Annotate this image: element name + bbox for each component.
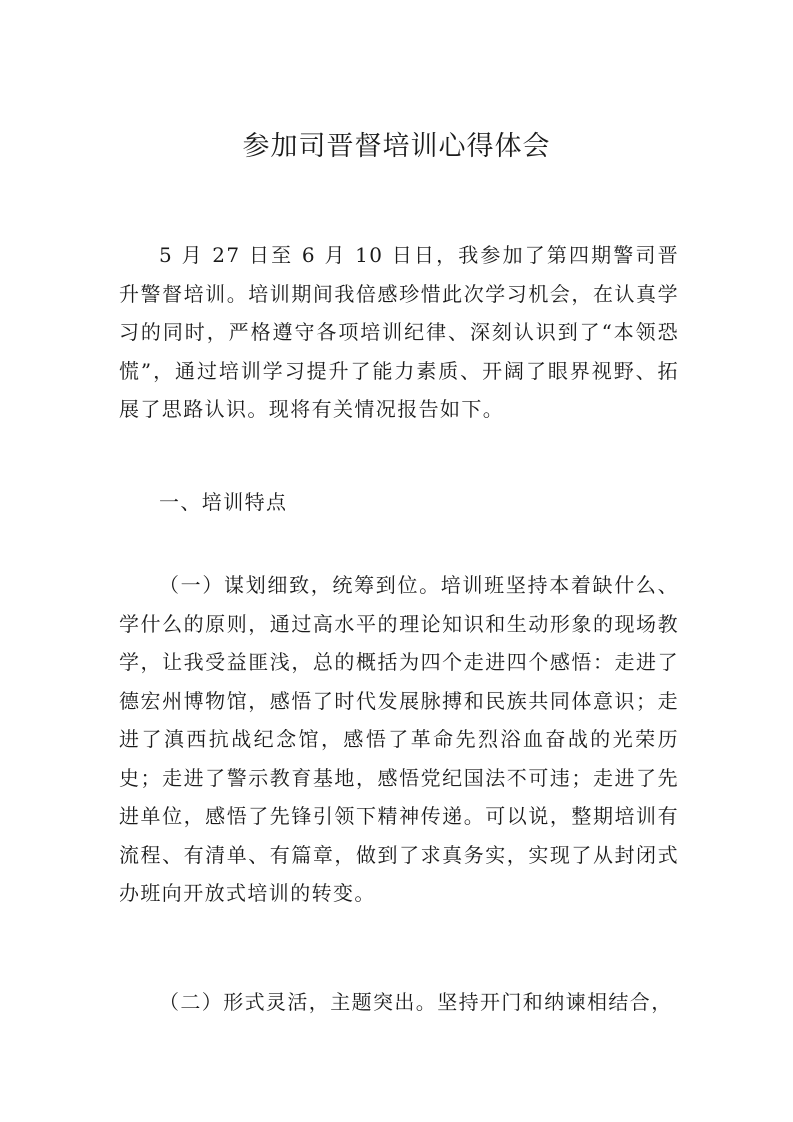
body-paragraph-1: （一）谋划细致，统筹到位。培训班坚持本着缺什么、学什么的原则，通过高水平的理论知识和生动形象的现场教学，让我受益匪浅，总的概括为四个走进四个感悟：走进了德宏州博物馆，感悟了时代发展脉搏和民族共同体意识；走进了滇西抗战纪念馆，感悟了革命先烈浴血奋战的光荣历史；走进了警示教育基地，感悟党纪国法不可违；走进了先进单位，感悟了先锋引领下精神传递。可以说，整期培训有流程、有清单、有篇章，做到了求真务实，实现了从封闭式办班向开放式培训的转变。 [119, 573, 679, 905]
body-paragraph-2: （二）形式灵活，主题突出。坚持开门和纳谏相结合， [159, 990, 673, 1014]
section-heading: 一、培训特点 [159, 490, 288, 514]
document-title: 参加司晋督培训心得体会 [242, 131, 551, 162]
intro-paragraph: 5 月 27 日至 6 月 10 日日，我参加了第四期警司晋升警督培训。培训期间我倍感珍惜此次学习机会，在认真学习的同时，严格遵守各项培训纪律、深刻认识到了“本领恐慌”，通过培训学习提升了能力素质、开阔了眼界视野、拓展了思路认识。现将有关情况报告如下。 [119, 243, 679, 421]
